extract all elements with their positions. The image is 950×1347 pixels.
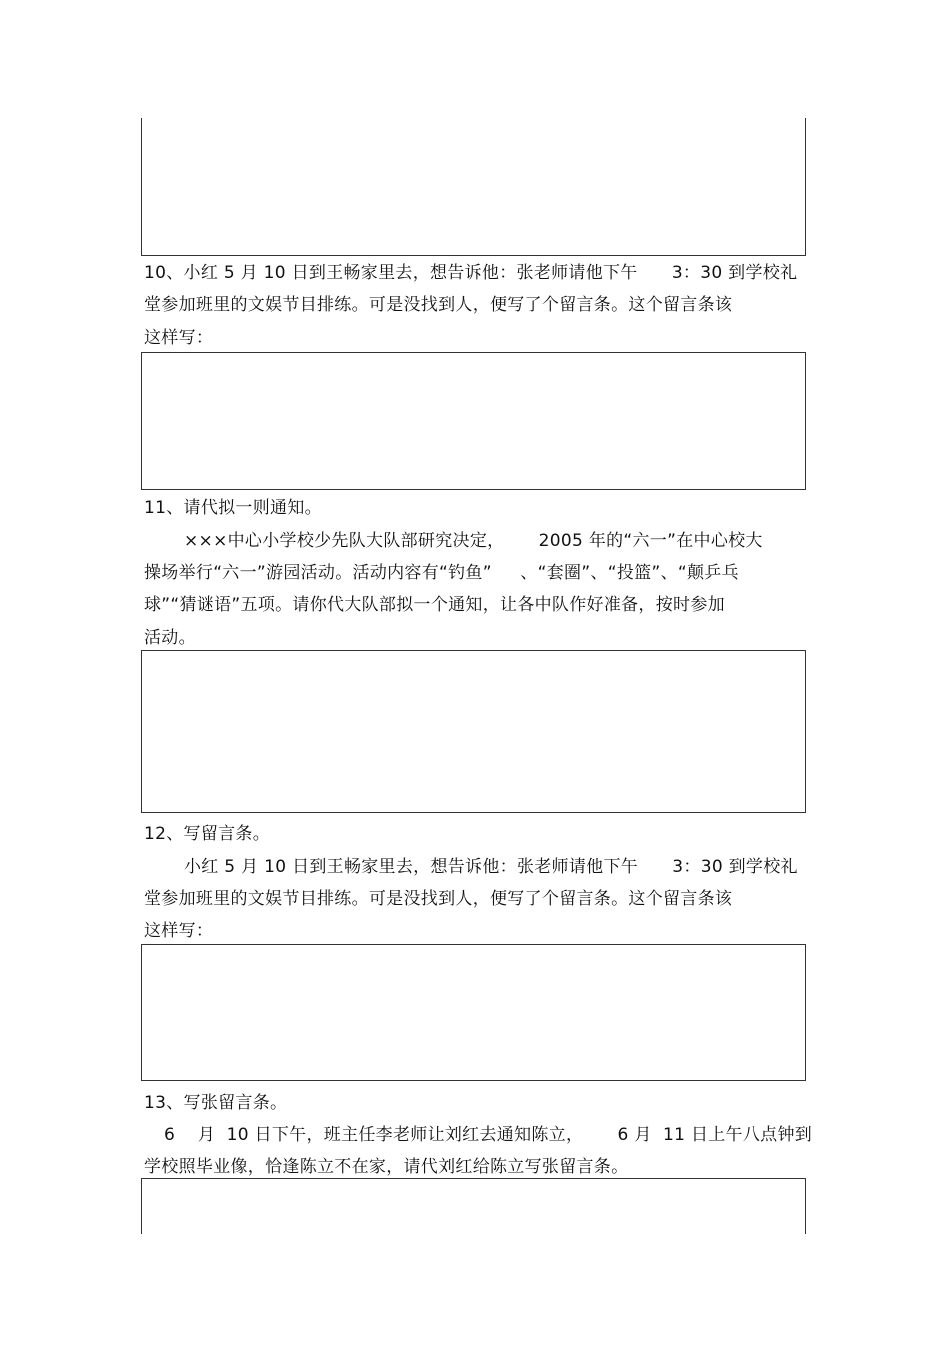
q13-line-2: 学校照毕业像，恰逢陈立不在家，请代刘红给陈立写张留言条。: [144, 1157, 629, 1177]
q11-line-1: ×××中心小学校少先队大队部研究决定， 2005 年的“六一”在中心校大: [184, 531, 763, 551]
answer-box-9[interactable]: [141, 118, 806, 256]
q11-title: 11、请代拟一则通知。: [144, 498, 322, 518]
q10-line-2: 堂参加班里的文娱节目排练。可是没找到人，便写了个留言条。这个留言条该: [144, 295, 733, 315]
q11-line-2: 操场举行“六一”游园活动。活动内容有“钓鱼” 、“套圈”、“投篮”、“颠乒乓: [144, 563, 739, 583]
answer-box-11[interactable]: [141, 650, 806, 813]
answer-box-12[interactable]: [141, 944, 806, 1081]
q11-line-3: 球”“猜谜语”五项。请你代大队部拟一个通知，让各中队作好准备，按时参加: [144, 595, 725, 615]
q12-title: 12、写留言条。: [144, 824, 271, 844]
q13-line-1: 6 月 10 日下午，班主任李老师让刘红去通知陈立， 6 月 11 日上午八点钟到: [164, 1125, 813, 1145]
answer-box-10[interactable]: [141, 352, 806, 490]
q12-line-2: 堂参加班里的文娱节目排练。可是没找到人，便写了个留言条。这个留言条该: [144, 889, 733, 909]
q10-line-3: 这样写：: [144, 328, 214, 348]
q12-line-3: 这样写：: [144, 921, 214, 941]
answer-box-13[interactable]: [141, 1178, 806, 1234]
q13-title: 13、写张留言条。: [144, 1093, 288, 1113]
q12-line-1: 小红 5 月 10 日到王畅家里去，想告诉他：张老师请他下午 3：30 到学校礼: [184, 857, 798, 877]
q11-line-4: 活动。: [144, 628, 196, 648]
q10-line-1: 10、小红 5 月 10 日到王畅家里去，想告诉他：张老师请他下午 3：30 到学校礼: [144, 263, 798, 283]
